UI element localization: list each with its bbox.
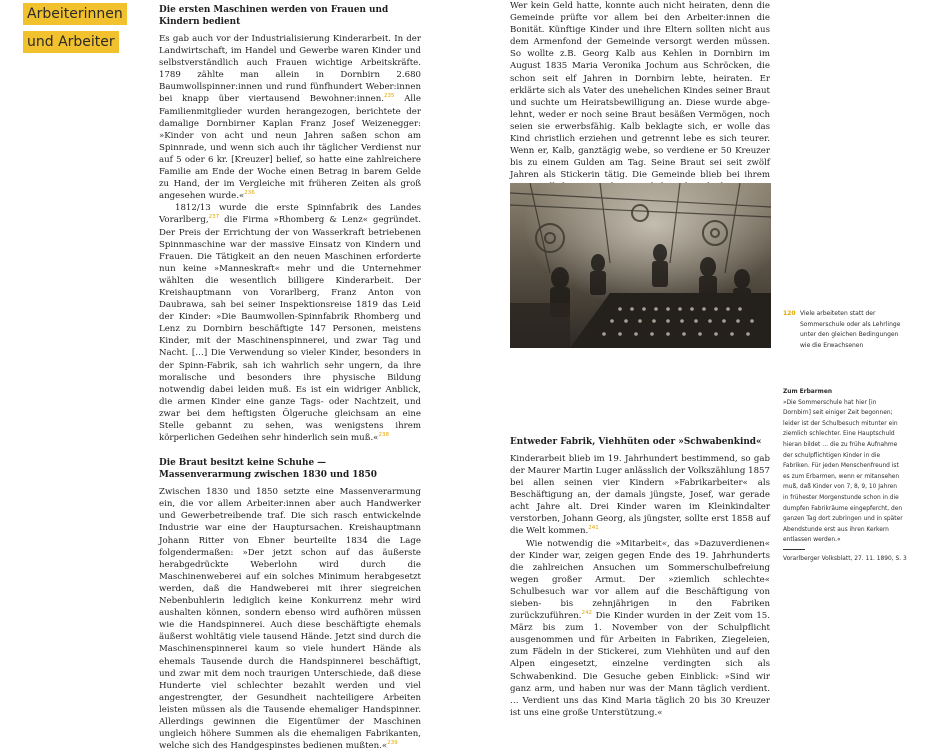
heading-bride-no-shoes: Die Braut besitzt keine Schuhe — Massenverarmung zwischen 1830 und 1850	[159, 458, 377, 481]
sidebar-title: Zum Erbarmen	[783, 389, 833, 395]
sidebar-text: »Die Sommerschule hat hier [in Dornbirn] seit einiger Zeit begonnen; leider ist der Schulbesuch mitunter ein ziemlich schlechter. Eine Hauptschuld hieran bildet … die zu frühe Aufnahme der schulpflichtigen Kinder in die Fabriken. Für jeden Menschenfreund ist es zum Erbarmen, wenn er mitansehen muß, daß Kinder von 7, 8, 9, 10 Jahren in frühester Morgenstunde schon in die dumpfen Fabrikräume eingepfercht, den ganzen Tag dort zubringen und in später Abendstunde erst aus ihren Kerkern entlassen werden.«	[783, 399, 903, 544]
figure-caption: Viele arbeiteten statt der Sommerschule oder als Lehrlinge unter den gleichen Bedingungen wie die Erwachsenen	[800, 310, 901, 350]
sidebar-source: Vorarlberger Volksblatt, 27. 11. 1890, S. 3	[783, 556, 907, 562]
paragraph: Wie notwendig die »Mitarbeit«, das »Dazuverdienen« der Kinder war, zeigen gegen Ende des 19. Jahrhunderts die zahlreichen Ansuchen um Sommerschulbefreiung wegen großer Armut. Der »ziemlich schlechte« Schulbesuch war vor allem auf die Beschäftigung von sieben- bis zehnjährigen in den Fabriken zurückzuführen.$^{242}$ Die Kinder wurden in der Zeit vom 15. März bis zum 1. November von der Schulpflicht ausgenommen und für Arbeiten in Fabriken, Ziegeleien, zum Fädeln in der Stickerei, zum Viehhüten und auf den Alpen eingesetzt, einzelne verdingten sich als Schwabenkind. Die Gesuche geben Einblick: »Sind wir ganz arm, und haben nur was der Mann täglich verdient. … Verdient uns das Kind Maria täglich 20 bis 30 Kreuzer ist uns eine große Unterstützung.«	[510, 538, 770, 718]
footnote-ref[interactable]: 235	[384, 93, 395, 100]
factory-photo-illustration	[510, 183, 771, 348]
footnote-ref[interactable]: 239	[387, 740, 398, 747]
footnote-ref[interactable]: 238	[378, 432, 389, 439]
text-column-left	[159, 4, 421, 752]
section-tag-line1: Arbeiterinnen	[23, 3, 127, 25]
sidebar-divider	[783, 549, 805, 550]
section-tag-line2: und Arbeiter	[23, 31, 119, 53]
heading-first-machines: Die ersten Maschinen werden von Frauen und Kindern bedient	[159, 5, 389, 27]
sidebar-quote	[783, 387, 904, 546]
paragraph: Es gab auch vor der Industrialisierung Kinderarbeit. In der Landwirtschaft, im Handel und Gewerbe waren Kinder und selbstverständlich auch Frauen wichtige Arbeitskräfte. 1789 zählte man allein in Dornbirn 2.680 Baumwollspinner:innen und rund fünfhundert Weber:innen bei knapp über viertausend Bewohner:innen.$^{235}$ Alle Familienmitglieder wurden herangezogen, berichtete der damalige Dornbirner Kaplan Franz Josef Weizenegger: »Kinder von acht und neun Jahren saßen schon am Spinnrade, und wenn sich auch ihr täglicher Verdienst nur auf 5 oder 6 kr. [Kreuzer] belief, so hatte eine zahlreichere Familie am Ende der Woche einen Betrag in barem Gelde zu Hand, der im Vergleiche mit früheren Zeiten als groß angesehen wurde.«$^{236}$	[159, 34, 422, 202]
figure-number: 120	[783, 310, 796, 317]
footnote-ref[interactable]: 236	[244, 190, 255, 197]
footnote-ref[interactable]: 241	[588, 525, 599, 532]
text-column-right	[510, 0, 770, 719]
footnote-ref[interactable]: 242	[581, 610, 592, 617]
factory-photo	[510, 183, 771, 348]
paragraph: 1812/13 wurde die erste Spinnfabrik des Landes Vorarlberg,$^{237}$ die Firma »Rhomberg & Lenz« gegründet. Der Preis der Errichtung der von Wasserkraft betriebenen Spinnmaschine war der massive Einsatz von Kindern und Frauen. Die Tätigkeit an den neuen Maschinen erforderte nun keine »Manneskraft« mehr und die Unternehmer wählten die wesentlich billigere Kinderarbeit. Der Kreishauptmann von Vorarlberg, Franz Anton von Daubrawa, sah bei seiner Inspektionsreise 1819 das Leid der Kinder: »Die Baumwollen-Spinnfabrik Rhomberg und Lenz zu Dornbirn beschäftigte 147 Personen, meistens Kinder, mit der Maschinenspinnerei, und zwar Tag und Nacht. […] Die Verwendung so vieler Kinder, besonders in der Spinn-Fabrik, sah ich wahrlich sehr ungern, da ihre moralische und besonders ihre physische Bildung notwendig dabei leiden muß. Es ist ein widriger Anblick, die armen Kinder eine ganze Tags- oder Nachtzeit, und zwar bei dem heftigsten Ölgeruche gleichsam an eine Stelle gebannt zu sehen, was wenigstens ihrem körperlichen Gedeihen sehr hinderlich sein muß.«$^{238}$	[159, 203, 421, 444]
paragraph: Zwischen 1830 und 1850 setzte eine Massenverarmung ein, die vor allem Arbeiter:innen aber auch Handwerker und Gewerbetreibende traf. Die sich rasch entwickelnde Industrie war eine der Hauptursachen. Kreishauptmann Johann Ritter von Ebner beurteilte 1834 die Lage folgendermaßen: »Der jetzt schon auf das äußerste herabgedrückte Weberlohn wird durch die Maschinenweberei auf ein solches Minimum herabgesetzt werden, daß die Handweberei mit ihrer siegreichen Nebenbuhlerin lediglich keine Konkurrenz mehr wird aushalten können, sondern ebenso wird aufhören müssen wie die Handspinnerei. Auch diese beschäftigte ehemals äußerst wohltätig viele tausend Hände. Jetzt sind durch die Maschinenspinnerei kaum so viele hundert Hände als ehemals Tausende durch die Handspinnerei beschäftigt, und zwar mit dem noch traurigen Unterschiede, daß diese Hunderte viel schlechter bezahlt werden und viel angestrengter, der Gesundheit nachteiligere Arbeiten leisten müssen als die Tausende ehemaliger Handspinner. Allerdings gewinnen die Eigentümer der Maschinen ungleich höhere Summen als die ehemaligen Fabrikanten, welche sich des Handgespinstes bedienen mußten.«$^{239}$	[159, 487, 421, 752]
paragraph: Kinderarbeit blieb im 19. Jahrhundert bestimmend, so gab der Maurer Martin Luger anlässlich der Volkszählung 1857 bei allen seinen vier Kindern »Fabrikarbeiter« als Beschäftigung an, der damals jüngste, Josef, war gerade acht Jahre alt. Drei Kinder waren im Kleinkindalter verstorben, Johann Georg, als jüngster, sollte erst 1858 auf die Welt kommen.$^{241}$	[510, 453, 770, 537]
paragraph: Wer kein Geld hatte, konnte auch nicht heiraten, denn die Gemeinde prüfte vor allem bei den Arbeiter:innen die Bonität. Künftige Kinder und ihre Eltern sollten nicht aus dem Armenfond der Gemeinde versorgt werden müssen. So wollte z.B. Georg Kalb aus Kehlen in Dornbirn im August 1835 Maria Veronika Jochum aus Schröcken, die schon seit elf Jahren in Dornbirn lebte, heiraten. Er erklärte sich als Vater des unehelichen Kindes seiner Braut und suchte um Heiratsbewilligung an. Diese wurde abgelehnt, weder er noch seine Braut besäßen Vermögen, noch seien sie erwerbsfähig. Kalb beklagte sich, er wolle das Kind christlich erziehen und getrennt lebe es sich teurer. Wenn er, Kalb, ganztägig webe, so verdiene er 50 Kreuzer bis zu einem Gulden am Tag. Seine Braut sei seit zwölf Jahren als Stickerin tätig. Die Gemeinde blieb bei ihrem	[510, 0, 770, 242]
heading-factory-or-swabian-child: Entweder Fabrik, Viehhüten oder »Schwabenkind«	[510, 436, 762, 447]
footnote-ref[interactable]: 237	[208, 214, 220, 221]
